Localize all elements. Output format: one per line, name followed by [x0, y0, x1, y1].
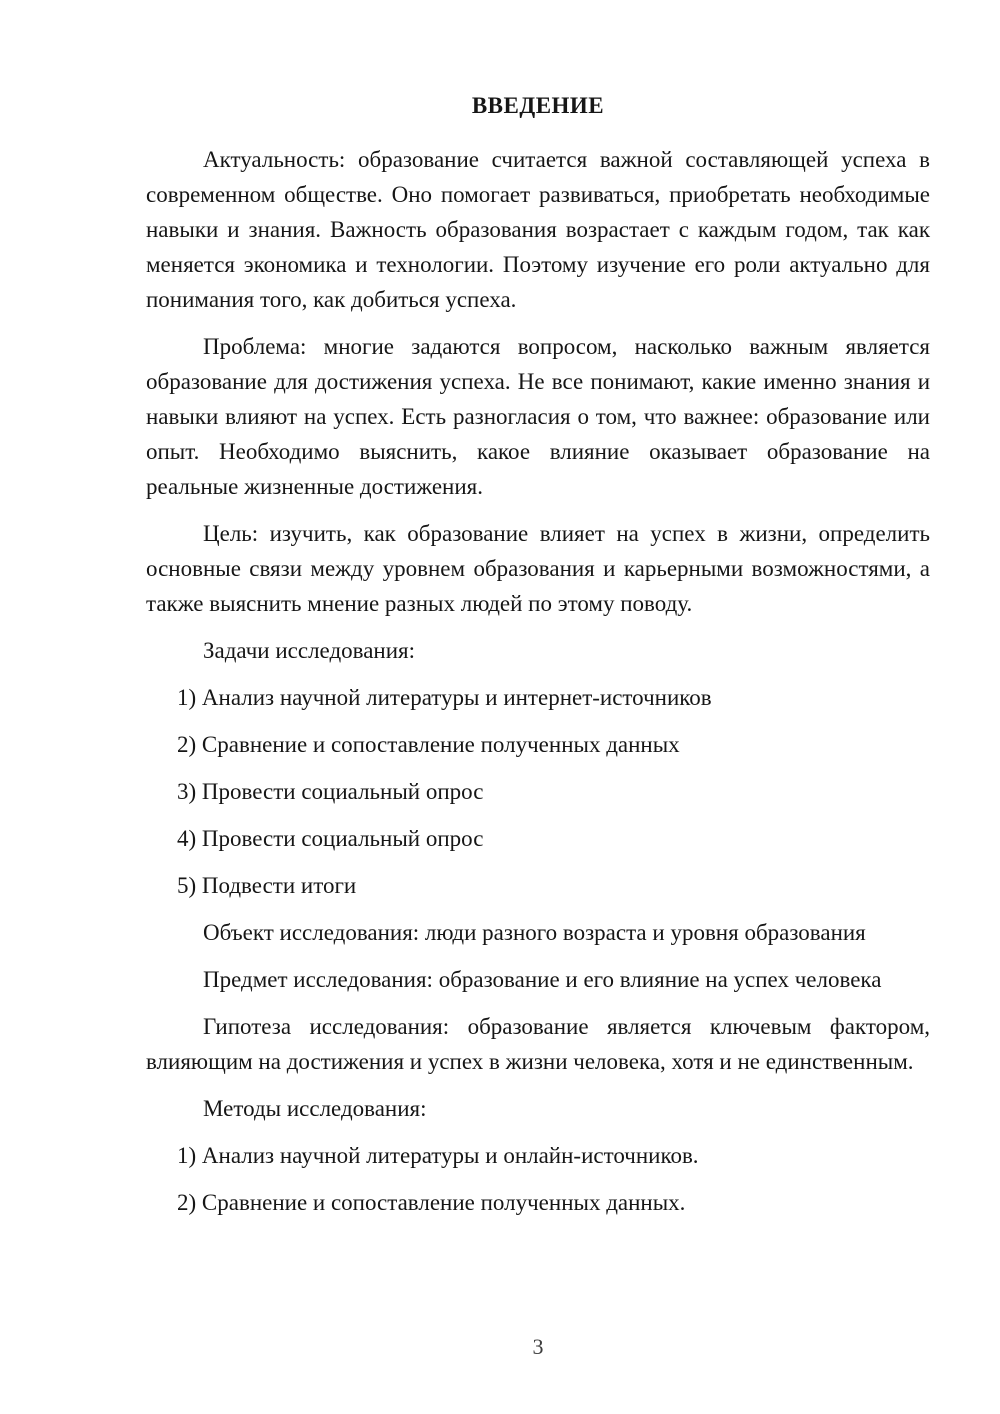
task-item-2: 2) Сравнение и сопоставление полученных данных	[177, 732, 680, 757]
page-number: 3	[532, 1334, 544, 1359]
paragraph-subject: Предмет исследования: образование и его влияние на успех человека	[203, 967, 882, 992]
task-item-3: 3) Провести социальный опрос	[177, 779, 484, 804]
task-item-5: 5) Подвести итоги	[177, 873, 357, 898]
method-item-2: 2) Сравнение и сопоставление полученных данных.	[177, 1190, 686, 1215]
task-item-4: 4) Провести социальный опрос	[177, 826, 484, 851]
paragraph-problem: Проблема: многие задаются вопросом, насколько важным является образование для достижения успеха. Не все понимают, какие именно знания и навыки влияют на успех. Есть разногласия о том, что важнее: образование или опыт. Необходимо выяснить, какое влияние оказывает образование на реальные жизненные достижения.	[146, 334, 930, 499]
task-item-1: 1) Анализ научной литературы и интернет-источников	[177, 685, 712, 710]
paragraph-hypothesis: Гипотеза исследования: образование является ключевым фактором, влияющим на достижения и успех в жизни человека, хотя и не единственным.	[146, 1014, 930, 1074]
method-item-1: 1) Анализ научной литературы и онлайн-источников.	[177, 1143, 699, 1168]
paragraph-goal: Цель: изучить, как образование влияет на успех в жизни, определить основные связи между уровнем образования и карьерными возможностями, а также выяснить мнение разных людей по этому поводу.	[146, 521, 930, 616]
tasks-heading: Задачи исследования:	[203, 638, 416, 663]
page-title: ВВЕДЕНИЕ	[471, 93, 605, 118]
paragraph-object: Объект исследования: люди разного возраста и уровня образования	[203, 920, 866, 945]
paragraph-relevance: Актуальность: образование считается важной составляющей успеха в современном обществе. Оно помогает развиваться, приобретать необходимые навыки и знания. Важность образования возрастает с каждым годом, так как меняется экономика и технологии. Поэтому изучение его роли актуально для понимания того, как добиться успеха.	[146, 147, 930, 312]
methods-heading: Методы исследования:	[203, 1096, 427, 1121]
